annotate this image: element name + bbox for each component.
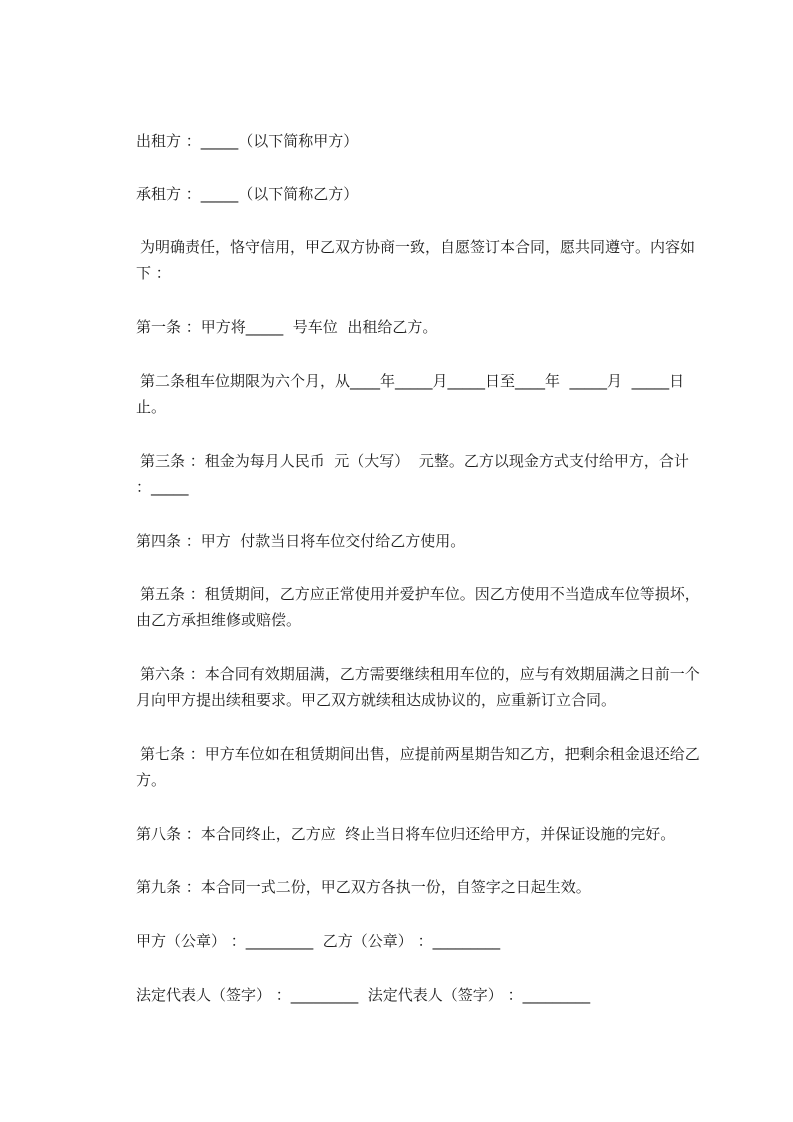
article-8: 第八条 ：本合同终止，乙方应 终止当日将车位归还给甲方，并保证设施的完好。 xyxy=(136,825,676,843)
article-2: 第二条租车位期限为六个月，从____年_____月_____日至____年 _____月 _____日止。 xyxy=(136,372,685,416)
article-5: 第五条 ：租赁期间，乙方应正常使用并爱护车位。因乙方使用不当造成车位等损坏，由乙方承担维修或赔偿。 xyxy=(136,585,700,629)
lessor-line: 出租方 ：_____（以下简称甲方） xyxy=(136,132,359,150)
article-1: 第一条 ：甲方将_____ 号车位 出租给乙方。 xyxy=(136,318,438,336)
lessee-line: 承租方 ：_____（以下简称乙方） xyxy=(136,185,359,203)
article-7: 第七条 ：甲方车位如在租赁期间出售，应提前两星期告知乙方，把剩余租金退还给乙方。 xyxy=(136,745,700,789)
article-6: 第六条 ：本合同有效期届满，乙方需要继续租用车位的，应与有效期届满之日前一个月向甲方提出续租要求。甲乙双方就续租达成协议的，应重新订立合同。 xyxy=(136,665,700,709)
signature-line: 法定代表人（签字） ：_________ 法定代表人（签字） ：_________ xyxy=(136,986,591,1004)
seal-line: 甲方（公章） ：_________ 乙方（公章） ：_________ xyxy=(136,932,501,950)
article-4: 第四条 ：甲方 付款当日将车位交付给乙方使用。 xyxy=(136,532,466,550)
article-9: 第九条 ：本合同一式二份，甲乙双方各执一份，自签字之日起生效。 xyxy=(136,878,591,896)
intro-paragraph: 为明确责任，恪守信用，甲乙双方协商一致，自愿签订本合同，愿共同遵守。内容如下 ： xyxy=(136,238,696,282)
article-3: 第三条 ：租金为每月人民币 元（大写） 元整。乙方以现金方式支付给甲方，合计 ：_____ xyxy=(136,452,694,496)
